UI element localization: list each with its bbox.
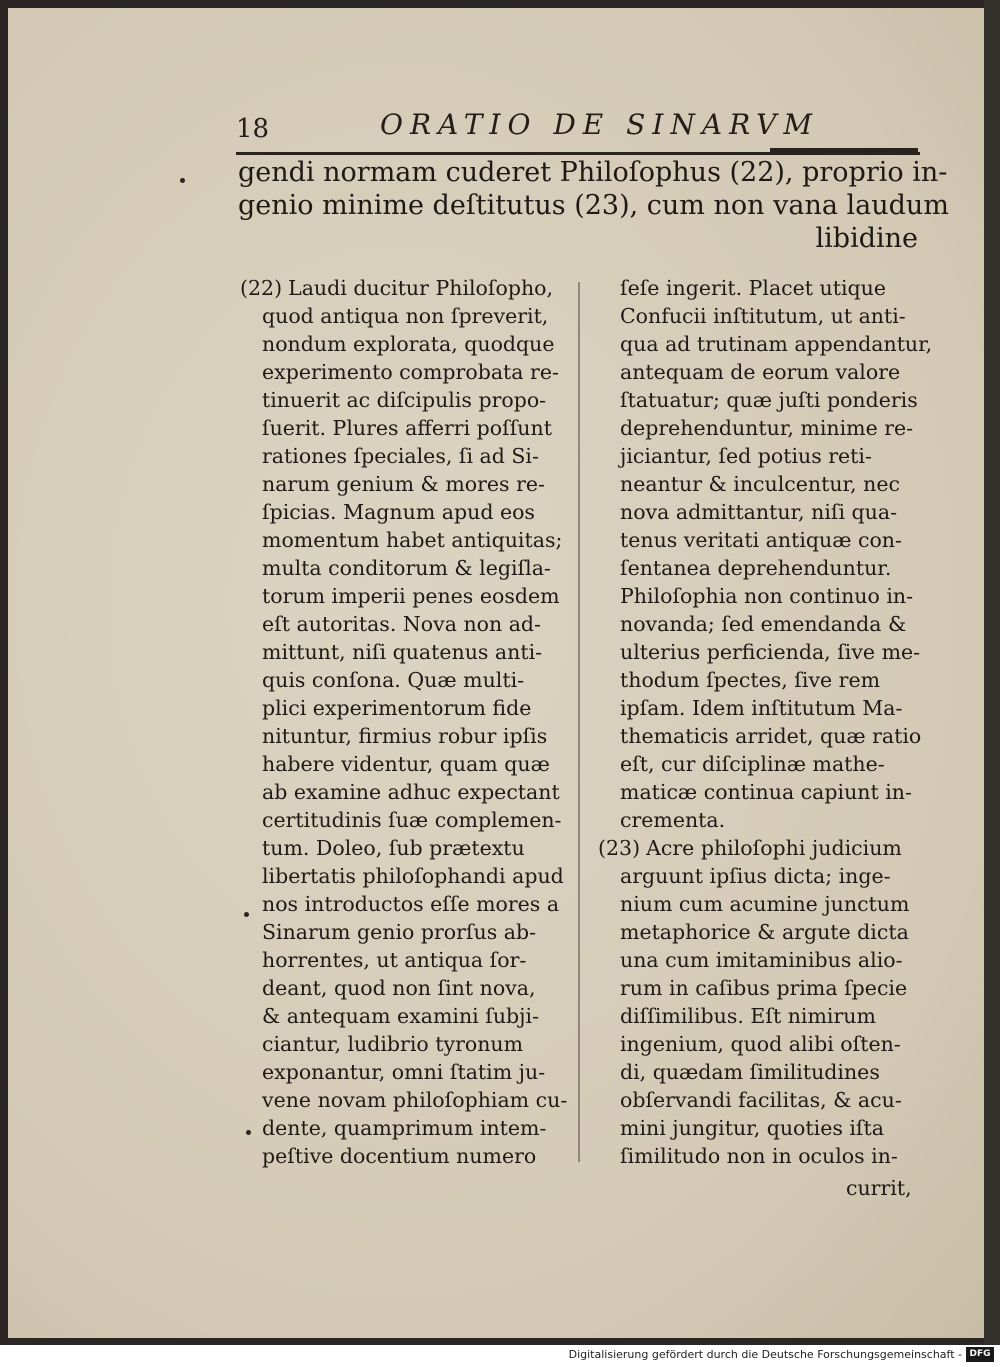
footnote-text: obſervandi facilitas, & acu-: [620, 1088, 902, 1112]
footnote-text: plici experimentorum fide: [262, 696, 532, 720]
footnote-text: crementa.: [620, 808, 726, 832]
footnote-text: qua ad trutinam appendantur,: [620, 332, 933, 356]
footnote-line: [598, 722, 922, 750]
footnote-text: una cum imitaminibus alio-: [620, 948, 903, 972]
footnote-text: Laudi ducitur Philoſopho,: [288, 276, 554, 300]
footnote-text: thodum ſpectes, ſive rem: [620, 668, 881, 692]
footnote-text: mittunt, niſi quatenus anti-: [262, 640, 543, 664]
footnote-line: [598, 666, 918, 694]
footnote-line: [240, 358, 570, 386]
footnote-line: [240, 862, 570, 890]
footnote-text: certitudinis ſuæ complemen-: [262, 808, 562, 832]
footnote-line: [240, 414, 570, 442]
footnote-text: eſt, cur diſciplinæ mathe-: [620, 752, 885, 776]
footnote-line: [598, 638, 921, 666]
footnote-line: [598, 918, 918, 946]
footnote-line: [240, 610, 570, 638]
main-text-line: genio minime deſtitutus (23), cum non vana laudum: [238, 190, 949, 221]
footnote-text: deprehenduntur, minime re-: [620, 416, 914, 440]
footnote-line: [598, 946, 918, 974]
footnote-text: narum genium & mores re-: [262, 472, 545, 496]
main-text: [238, 156, 949, 255]
footnote-text: quis conſona. Quæ multi-: [262, 668, 525, 692]
footnote-line: [240, 1058, 570, 1086]
footnote-line: [598, 1142, 918, 1170]
footnote-text: ab examine adhuc expectant: [262, 780, 560, 804]
head-rule-ornament: [770, 148, 918, 152]
footnote-line: [598, 834, 918, 862]
footnote-text: deant, quod non ſint nova,: [262, 976, 536, 1000]
footnote-line: [240, 1086, 570, 1114]
footnote-line: [598, 778, 918, 806]
footnote-text: & antequam examini ſubji-: [262, 1004, 540, 1028]
footnote-text: di, quædam ſimilitudines: [620, 1060, 880, 1084]
footnote-line: [598, 386, 918, 414]
footnote-text: Confucii inſtitutum, ut anti-: [620, 304, 906, 328]
footnote-text: maticæ continua capiunt in-: [620, 780, 912, 804]
footnote-text: peſtive docentium numero: [262, 1144, 537, 1168]
footnote-line: [240, 442, 570, 470]
footnote-text: ulterius perficienda, ſive me-: [620, 640, 921, 664]
footnote-line: [240, 582, 570, 610]
footnote-text: tinuerit ac diſcipulis propo-: [262, 388, 547, 412]
scan-edge: [984, 0, 1000, 1345]
footnote-text: ſtatuatur; quæ juſti ponderis: [620, 388, 918, 412]
footnote-line: [598, 554, 918, 582]
footnote-line: [240, 1142, 570, 1170]
footnote-line: [240, 274, 570, 302]
footnote-line: [240, 498, 570, 526]
footnote-line: [240, 974, 570, 1002]
footnote-text: dente, quamprimum intem-: [262, 1116, 547, 1140]
footnote-text: multa conditorum & legiſla-: [262, 556, 551, 580]
footnote-line: [598, 330, 933, 358]
footnote-text: ſpicias. Magnum apud eos: [262, 500, 535, 524]
column-divider: [578, 282, 580, 1162]
footnote-line: [240, 1114, 570, 1142]
footnote-text: ipſam. Idem inſtitutum Ma-: [620, 696, 903, 720]
footnote-line: [598, 1002, 918, 1030]
footnote-line: [598, 582, 918, 610]
footnote-text: mini jungitur, quoties iſta: [620, 1116, 884, 1140]
footnote-text: arguunt ipſius dicta; inge-: [620, 864, 891, 888]
footnote-column-left: [240, 274, 570, 1170]
footnote-text: ingenium, quod alibi oſten-: [620, 1032, 901, 1056]
footer-credit: Digitalisierung gefördert durch die Deutsche Forschungsgemeinschaft -: [568, 1348, 962, 1361]
footnote-text: nova admittantur, niſi qua-: [620, 500, 898, 524]
footnote-text: tum. Doleo, ſub prætextu: [262, 836, 525, 860]
footnote-text: metaphorice & argute dicta: [620, 920, 909, 944]
footnote-text: torum imperii penes eosdem: [262, 584, 560, 608]
footnote-text: ciantur, ludibrio tyronum: [262, 1032, 524, 1056]
footnote-line: [598, 1086, 918, 1114]
footnote-line: [240, 694, 570, 722]
footnote-text: horrentes, ut antiqua ſor-: [262, 948, 527, 972]
footnote-line: [598, 358, 918, 386]
footnote-line: [598, 1058, 918, 1086]
footnote-line: [240, 834, 570, 862]
footnote-line: [598, 498, 918, 526]
footnote-text: Philoſophia non continuo in-: [620, 584, 914, 608]
footnote-text: libertatis philoſophandi apud: [262, 864, 564, 888]
footnote-line: [598, 442, 918, 470]
main-text-line: gendi normam cuderet Philoſophus (22), proprio in-: [238, 157, 948, 188]
footnote-line: [598, 862, 918, 890]
footnote-text: habere videntur, quam quæ: [262, 752, 550, 776]
main-text-line: libidine: [815, 223, 918, 254]
footnote-text: experimento comprobata re-: [262, 360, 559, 384]
dfg-logo: DFG: [966, 1347, 994, 1362]
footnote-text: rationes ſpeciales, ſi ad Si-: [262, 444, 539, 468]
footnote-text: ſentanea deprehenduntur.: [620, 556, 892, 580]
footnote-line: [240, 666, 570, 694]
running-head-title: ORATIO DE SINARVM: [380, 108, 820, 141]
footnote-column-right: [598, 274, 933, 1170]
footnote-text: nos introductos eſſe mores a: [262, 892, 560, 916]
footnote-text: ſimilitudo non in oculos in-: [620, 1144, 898, 1168]
footnote-text: thematicis arridet, quæ ratio: [620, 724, 922, 748]
footnote-text: Acre philoſophi judicium: [646, 836, 902, 860]
running-head: [236, 108, 916, 148]
footnote-text: Sinarum genio prorſus ab-: [262, 920, 537, 944]
footnote-text: nondum explorata, quodque: [262, 332, 555, 356]
footnote-text: rum in caſibus prima ſpecie: [620, 976, 908, 1000]
footnote-text: vene novam philoſophiam cu-: [262, 1088, 568, 1112]
head-rule: [236, 152, 920, 155]
footnote-text: diſſimilibus. Eſt nimirum: [620, 1004, 876, 1028]
footnote-line: [240, 330, 570, 358]
footnote-line: [598, 1030, 918, 1058]
footer: [0, 1345, 1000, 1367]
footnote-line: [598, 470, 918, 498]
footnote-text: nium cum acumine junctum: [620, 892, 910, 916]
footnote-line: [598, 526, 918, 554]
footnote-line: [240, 638, 570, 666]
footnote-line: [598, 274, 918, 302]
footnote-text: quod antiqua non ſpreverit,: [262, 304, 549, 328]
footnote-text: tenus veritati antiquæ con-: [620, 528, 902, 552]
margin-mark: [180, 178, 185, 183]
footnote-text: momentum habet antiquitas;: [262, 528, 563, 552]
footnote-line: [598, 1114, 918, 1142]
footnote-line: [240, 1002, 570, 1030]
footnote-line: [240, 778, 570, 806]
footnote-line: [240, 918, 570, 946]
page-number: 18: [236, 114, 270, 144]
footnote-label: (23): [598, 836, 641, 860]
footnote-line: [240, 386, 570, 414]
footnote-line: [598, 890, 918, 918]
footnote-line: [240, 722, 570, 750]
footnote-line: [240, 890, 570, 918]
footnote-line: [240, 554, 570, 582]
footnote-line: [240, 806, 570, 834]
footnote-text: ſuerit. Plures afferri poſſunt: [262, 416, 552, 440]
footnote-line: [240, 946, 570, 974]
footnote-line: [240, 302, 570, 330]
footnote-line: [240, 470, 570, 498]
footnote-text: novanda; ſed emendanda &: [620, 612, 907, 636]
footnote-line: [240, 750, 570, 778]
footnote-line: [240, 526, 570, 554]
footnote-text: eſt autoritas. Nova non ad-: [262, 612, 541, 636]
footnote-line: [598, 414, 918, 442]
footnote-text: jiciantur, ſed potius reti-: [620, 444, 872, 468]
footnote-text: neantur & inculcentur, nec: [620, 472, 900, 496]
footnote-line: [598, 610, 918, 638]
footnote-line: [598, 302, 918, 330]
footnote-label: (22): [240, 276, 283, 300]
footnote-text: nituntur, firmius robur ipſis: [262, 724, 548, 748]
footnote-line: [598, 750, 918, 778]
footnote-line: [598, 974, 918, 1002]
footnote-text: exponantur, omni ſtatim ju-: [262, 1060, 546, 1084]
footnote-line: [598, 694, 918, 722]
footnote-text: antequam de eorum valore: [620, 360, 901, 384]
footnote-line: [240, 1030, 570, 1058]
footnote-text: ſeſe ingerit. Placet utique: [620, 276, 886, 300]
catchword: currit,: [846, 1176, 912, 1200]
footnote-line: [598, 806, 918, 834]
